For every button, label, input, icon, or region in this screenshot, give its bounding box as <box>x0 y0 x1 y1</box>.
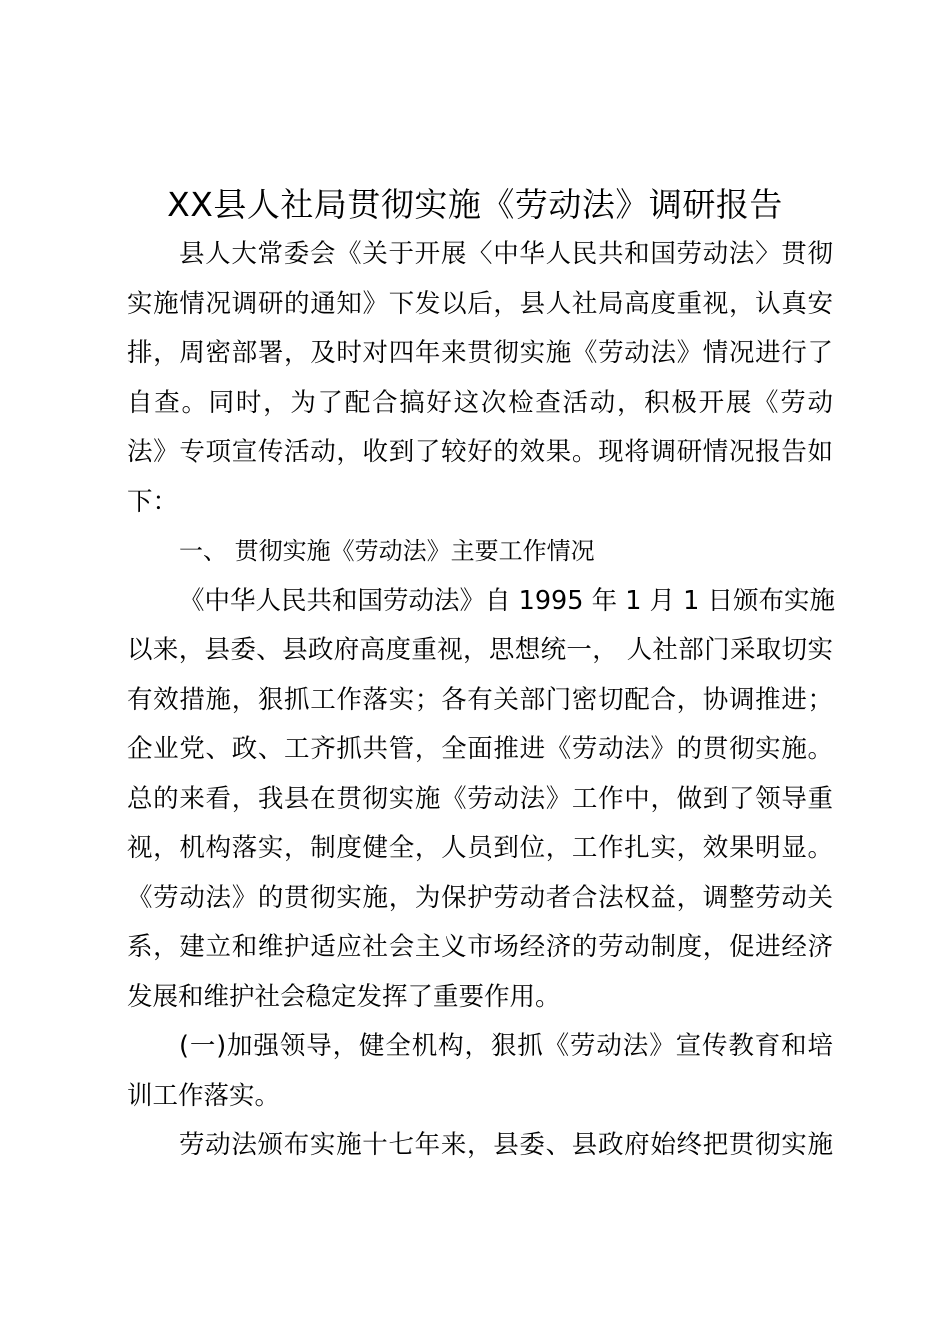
paragraph-line: 企业党、政、工齐抓共管，全面推进《劳动法》的贯彻实施。 <box>127 734 833 764</box>
paragraph-line: 劳动法颁布实施十七年来，县委、县政府始终把贯彻实施 <box>179 1130 833 1160</box>
subsection-heading-line: 训工作落实。 <box>127 1080 281 1111</box>
paragraph-line: 视，机构落实，制度健全，人员到位，工作扎实，效果明显。 <box>127 833 833 863</box>
paragraph-line: 总的来看，我县在贯彻实施《劳动法》工作中，做到了领导重 <box>127 783 833 814</box>
paragraph-line: 自查。同时，为了配合搞好这次检查活动，积极开展《劳动 <box>127 387 833 418</box>
paragraph-line: 实施情况调研的通知》下发以后，县人社局高度重视，认真安 <box>127 288 833 319</box>
subsection-heading-line: (一)加强领导，健全机构，狠抓《劳动法》宣传教育和培 <box>179 1031 833 1061</box>
document-title: XX县人社局贯彻实施《劳动法》调研报告 <box>167 185 783 224</box>
paragraph-line: 有效措施，狠抓工作落实；各有关部门密切配合，协调推进； <box>127 684 833 715</box>
paragraph-line: 系，建立和维护适应社会主义市场经济的劳动制度，促进经济 <box>127 932 833 962</box>
paragraph-line: 《中华人民共和国劳动法》自 1995 年 1 月 1 日颁布实施 <box>179 585 835 616</box>
paragraph-line: 排，周密部署，及时对四年来贯彻实施《劳动法》情况进行了 <box>127 338 833 368</box>
paragraph-line: 法》专项宣传活动，收到了较好的效果。现将调研情况报告如 <box>127 437 833 467</box>
paragraph-line: 《劳动法》的贯彻实施，为保护劳动者合法权益，调整劳动关 <box>127 882 833 913</box>
document-body <box>127 230 833 1171</box>
section-heading: 一、 贯彻实施《劳动法》主要工作情况 <box>179 537 595 565</box>
paragraph-line: 县人大常委会《关于开展〈中华人民共和国劳动法〉贯彻 <box>179 239 833 269</box>
paragraph-line: 以来，县委、县政府高度重视，思想统一， 人社部门采取切实 <box>127 635 833 665</box>
paragraph-line: 下： <box>127 486 179 517</box>
paragraph-line: 发展和维护社会稳定发挥了重要作用。 <box>127 981 561 1012</box>
